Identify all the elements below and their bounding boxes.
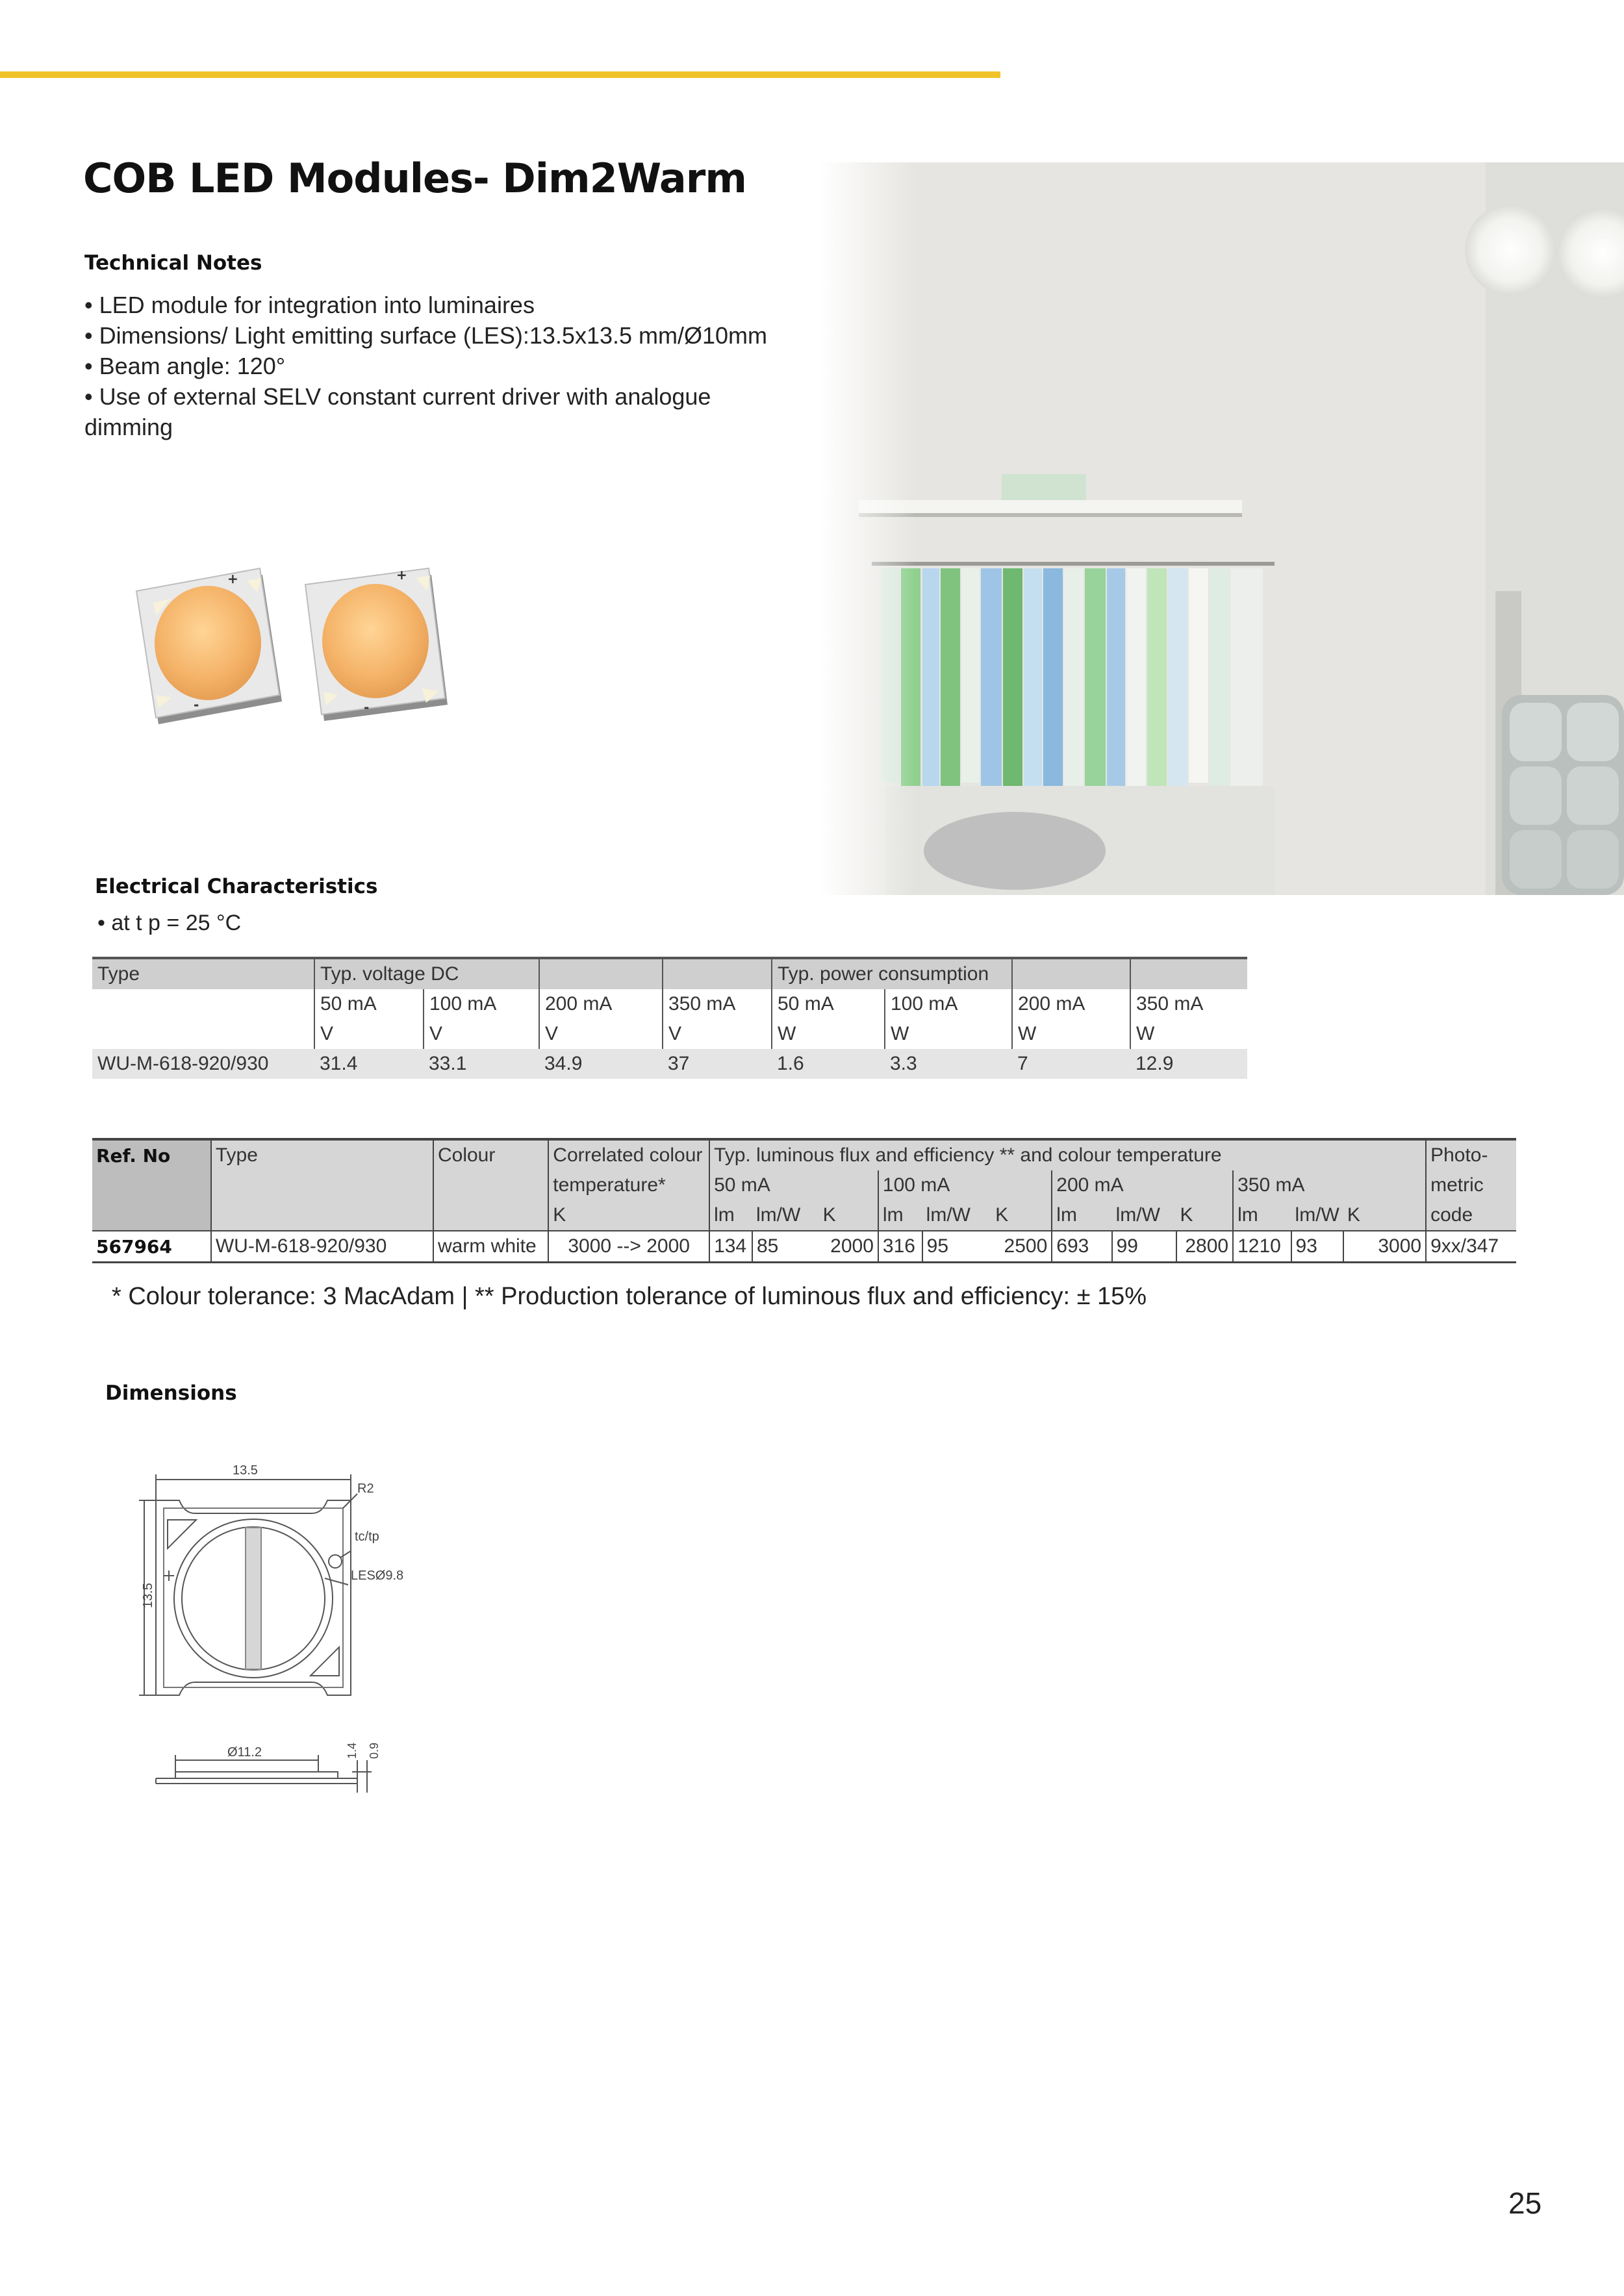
table-cell: Typ. power consumption	[772, 958, 1012, 989]
table-cell: lm	[1052, 1200, 1111, 1231]
measurement-condition: • at t p = 25 °C	[97, 911, 242, 935]
table-cell	[663, 958, 772, 989]
table-cell: 99	[1112, 1231, 1176, 1263]
radius-label: R2	[357, 1482, 374, 1496]
table-cell: WU-M-618-920/930	[211, 1231, 433, 1263]
table-cell: 2000	[819, 1231, 878, 1263]
cob-led-chip	[305, 567, 448, 721]
table-row	[92, 958, 1247, 989]
table-cell	[1130, 958, 1247, 989]
table-cell: WU-M-618-920/930	[92, 1049, 314, 1079]
table-cell: 2800	[1176, 1231, 1234, 1263]
top-accent-bar	[0, 71, 1000, 78]
table-cell: lm	[709, 1200, 752, 1231]
list-item: dimming	[84, 414, 173, 440]
table-cell: 100 mA	[878, 1170, 1052, 1200]
table-row	[92, 989, 1247, 1019]
table-cell: 93	[1291, 1231, 1343, 1263]
boutique-photo-illustration	[820, 162, 1624, 895]
table-cell	[92, 989, 314, 1019]
table-cell: code	[1426, 1200, 1516, 1231]
table-cell: Correlated colour	[548, 1139, 709, 1170]
table-cell	[433, 1170, 548, 1200]
table-cell: lm/W	[1291, 1200, 1343, 1231]
luminous-flux-table	[92, 1138, 1516, 1263]
table-cell: 200 mA	[539, 989, 663, 1019]
table-cell: 50 mA	[772, 989, 885, 1019]
table-cell: Photo-	[1426, 1139, 1516, 1170]
table-cell: 3000 --> 2000	[548, 1231, 709, 1263]
table-cell: K	[991, 1200, 1052, 1231]
table-cell: K	[1343, 1200, 1426, 1231]
table-cell: Typ. luminous flux and efficiency ** and colour temperature	[709, 1139, 1426, 1170]
table-cell: V	[539, 1019, 663, 1049]
table-cell	[211, 1200, 433, 1231]
height-label-2: 0.9	[368, 1742, 381, 1759]
minus-label: -	[194, 697, 199, 713]
table-cell	[92, 1019, 314, 1049]
table-cell: Colour	[433, 1139, 548, 1170]
table-cell: K	[1176, 1200, 1234, 1231]
minus-label: -	[364, 700, 370, 715]
tolerance-footnote: * Colour tolerance: 3 MacAdam | ** Production tolerance of luminous flux and efficiency: ± 15%	[112, 1283, 1147, 1310]
tc-point-label: tc/tp	[355, 1530, 379, 1544]
table-cell: warm white	[433, 1231, 548, 1263]
list-item: • Dimensions/ Light emitting surface (LES):13.5x13.5 mm/Ø10mm	[84, 322, 768, 349]
table-cell	[92, 1200, 211, 1231]
page-number: 25	[1508, 2186, 1542, 2220]
table-row	[92, 1200, 1516, 1231]
table-cell: lm	[1233, 1200, 1291, 1231]
table-cell: 33.1	[424, 1049, 539, 1079]
table-cell: temperature*	[548, 1170, 709, 1200]
table-cell: 50 mA	[314, 989, 424, 1019]
table-row	[92, 1019, 1247, 1049]
table-cell: Ref. No	[92, 1139, 211, 1170]
width-label: 13.5	[233, 1463, 258, 1478]
table-cell: 50 mA	[709, 1170, 878, 1200]
table-row	[92, 1139, 1516, 1170]
table-cell: 693	[1052, 1231, 1111, 1263]
les-label: LESØ9.8	[351, 1569, 404, 1583]
table-cell: lm/W	[922, 1200, 991, 1231]
electrical-table	[92, 957, 1247, 1079]
dimensions-heading: Dimensions	[105, 1381, 237, 1405]
table-cell: 100 mA	[424, 989, 539, 1019]
list-item: • Beam angle: 120°	[84, 353, 286, 379]
technical-notes-list	[84, 290, 825, 442]
table-cell: lm	[878, 1200, 922, 1231]
table-cell: 134	[709, 1231, 752, 1263]
table-cell: 34.9	[539, 1049, 663, 1079]
table-cell: Type	[211, 1139, 433, 1170]
table-cell: 37	[663, 1049, 772, 1079]
table-row	[92, 1170, 1516, 1200]
dimension-drawing-svg	[136, 1455, 409, 1819]
table-cell: 1210	[1233, 1231, 1291, 1263]
height-label-1: 1.4	[346, 1742, 359, 1759]
table-cell: 3.3	[885, 1049, 1012, 1079]
table-cell: Typ. voltage DC	[314, 958, 539, 989]
table-cell: 7	[1012, 1049, 1130, 1079]
table-cell: metric	[1426, 1170, 1516, 1200]
cob-led-chips-illustration	[117, 552, 481, 747]
table-cell: 350 mA	[663, 989, 772, 1019]
table-cell: 316	[878, 1231, 922, 1263]
table-cell	[92, 1170, 211, 1200]
plus-label: +	[227, 571, 238, 587]
dimension-drawing	[136, 1455, 409, 1819]
page-title: COB LED Modules- Dim2Warm	[83, 155, 746, 202]
table-row	[92, 1231, 1516, 1263]
boutique-photo	[820, 162, 1624, 895]
height-label: 13.5	[141, 1583, 155, 1608]
table-cell: V	[663, 1019, 772, 1049]
table-cell: 2500	[991, 1231, 1052, 1263]
table-cell: Type	[92, 958, 314, 989]
table-cell: W	[772, 1019, 885, 1049]
table-cell: lm/W	[752, 1200, 819, 1231]
table-cell: 1.6	[772, 1049, 885, 1079]
table-cell: W	[1012, 1019, 1130, 1049]
technical-notes-heading: Technical Notes	[84, 251, 262, 275]
table-cell: 31.4	[314, 1049, 424, 1079]
table-cell: 350 mA	[1233, 1170, 1426, 1200]
table-cell	[433, 1200, 548, 1231]
table-cell	[539, 958, 663, 989]
ref-number: 567964	[92, 1231, 211, 1263]
table-cell	[211, 1170, 433, 1200]
table-cell: 200 mA	[1012, 989, 1130, 1019]
cob-led-chip	[136, 568, 282, 724]
table-cell: lm/W	[1112, 1200, 1176, 1231]
table-cell: W	[885, 1019, 1012, 1049]
table-cell	[1012, 958, 1130, 989]
table-cell: 200 mA	[1052, 1170, 1233, 1200]
table-cell: K	[819, 1200, 878, 1231]
table-cell: V	[314, 1019, 424, 1049]
plus-label: +	[396, 567, 407, 583]
table-cell: 12.9	[1130, 1049, 1247, 1079]
list-item: • Use of external SELV constant current driver with analogue	[84, 383, 711, 410]
table-cell: K	[548, 1200, 709, 1231]
table-cell: 95	[922, 1231, 991, 1263]
table-cell: 100 mA	[885, 989, 1012, 1019]
table-cell: 350 mA	[1130, 989, 1247, 1019]
table-cell: 9xx/347	[1426, 1231, 1516, 1263]
table-cell: V	[424, 1019, 539, 1049]
table-cell: W	[1130, 1019, 1247, 1049]
electrical-heading: Electrical Characteristics	[95, 875, 378, 898]
table-row	[92, 1049, 1247, 1079]
diameter-label: Ø11.2	[227, 1745, 262, 1760]
list-item: • LED module for integration into luminaires	[84, 292, 535, 318]
table-cell: 3000	[1343, 1231, 1426, 1263]
cob-led-chips-image	[117, 552, 481, 747]
table-cell: 85	[752, 1231, 819, 1263]
